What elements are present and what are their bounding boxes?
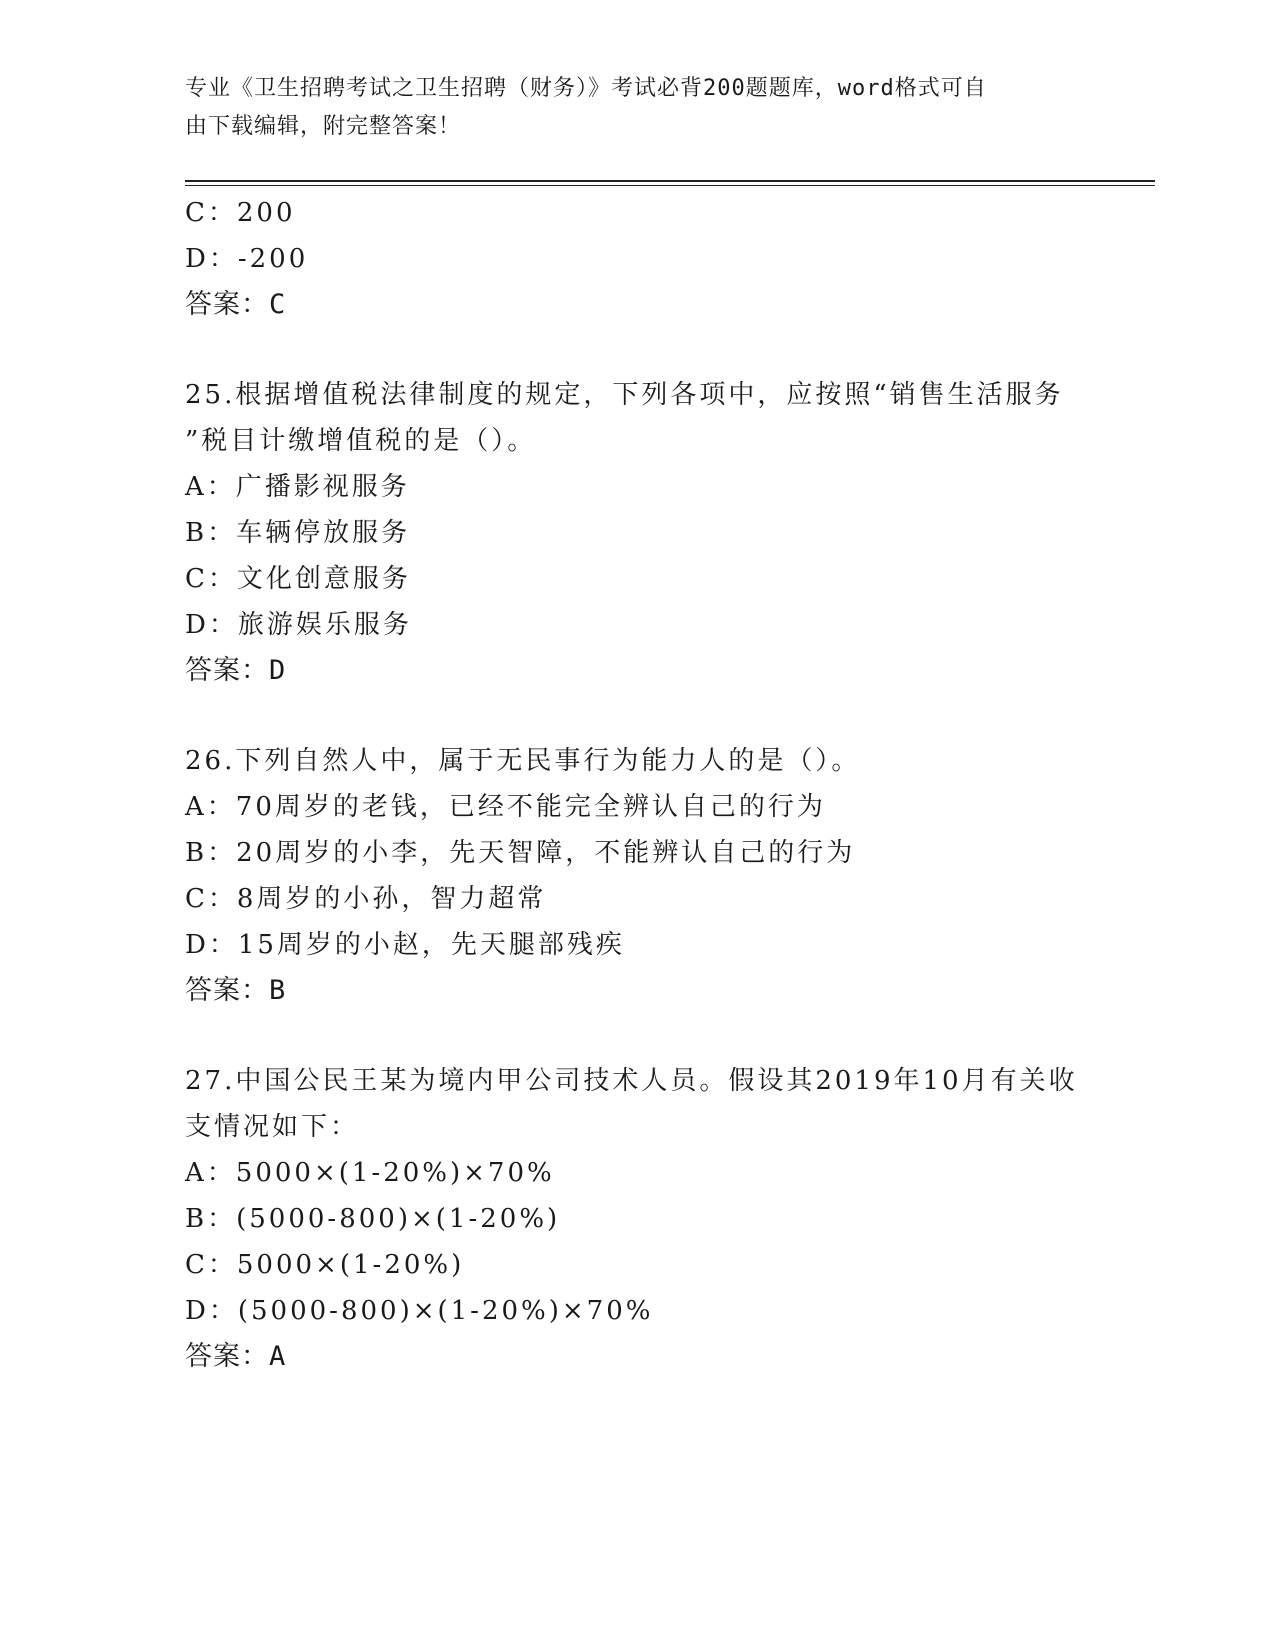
option-a: A：5000×(1-20%)×70% [185, 1158, 555, 1188]
option-d: D：旅游娱乐服务 [185, 610, 412, 640]
question-text: 25.根据增值税法律制度的规定，下列各项中，应按照“销售生活服务 [185, 380, 1064, 410]
option-c: C：8周岁的小孙，智力超常 [185, 884, 547, 914]
header-line-2: 由下载编辑，附完整答案！ [185, 114, 462, 139]
header-divider-thin [185, 185, 1155, 186]
answer-line: 答案：C [185, 289, 287, 320]
option-b: B：车辆停放服务 [185, 518, 411, 548]
question-25 [185, 372, 1085, 694]
option-d: D：15周岁的小赵，先天腿部残疾 [185, 930, 625, 960]
option-a: A：广播影视服务 [185, 472, 410, 502]
answer-line: 答案：A [185, 1341, 287, 1372]
option-c: C：5000×(1-20%) [185, 1250, 465, 1280]
question-text: 26.下列自然人中，属于无民事行为能力人的是（）。 [185, 746, 861, 776]
question-list [185, 190, 1085, 1380]
option-a: A：70周岁的老钱，已经不能完全辨认自己的行为 [185, 792, 826, 822]
option-d: D：(5000-800)×(1-20%)×70% [185, 1296, 654, 1326]
option-d: D：-200 [185, 244, 309, 274]
header-line-1: 专业《卫生招聘考试之卫生招聘（财务）》考试必背200题题库，word格式可自 [185, 76, 987, 101]
question-text: 27.中国公民王某为境内甲公司技术人员。假设其2019年10月有关收 [185, 1066, 1078, 1096]
header-divider-thick [185, 180, 1155, 182]
option-c: C：文化创意服务 [185, 564, 411, 594]
question-26 [185, 738, 1085, 1014]
document-header [185, 70, 1085, 146]
question-text-cont: 支情况如下： [185, 1112, 360, 1142]
option-b: B：(5000-800)×(1-20%) [185, 1204, 561, 1234]
question-27 [185, 1058, 1085, 1380]
option-b: B：20周岁的小李，先天智障，不能辨认自己的行为 [185, 838, 856, 868]
option-c: C：200 [185, 198, 296, 228]
answer-line: 答案：D [185, 655, 287, 686]
answer-line: 答案：B [185, 975, 287, 1006]
question-24-tail [185, 190, 1085, 328]
question-text-cont: ”税目计缴增值税的是（）。 [185, 426, 537, 456]
